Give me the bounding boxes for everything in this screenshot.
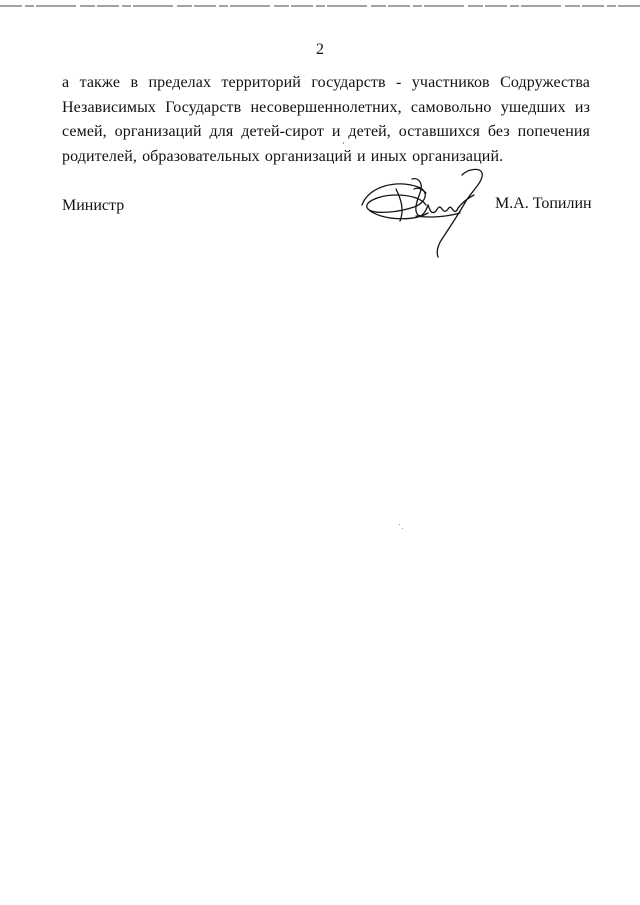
scan-artifact-top	[0, 4, 640, 8]
signatory-name: М.А. Топилин	[495, 195, 592, 212]
signatory-title: Министр	[62, 197, 125, 214]
handwritten-signature	[356, 165, 506, 260]
scan-speck	[343, 142, 344, 144]
body-paragraph: а также в пределах территорий государств - участников Содружества Независимых Государств несовершеннолетних, самовольно ушедших из семей, организаций для детей-сирот и детей, оставшихся без попечения родителей, образовательных организаций и иных организаций.	[62, 74, 590, 165]
scan-speck	[399, 524, 400, 525]
page-number: 2	[316, 41, 324, 58]
scan-speck	[402, 528, 403, 529]
